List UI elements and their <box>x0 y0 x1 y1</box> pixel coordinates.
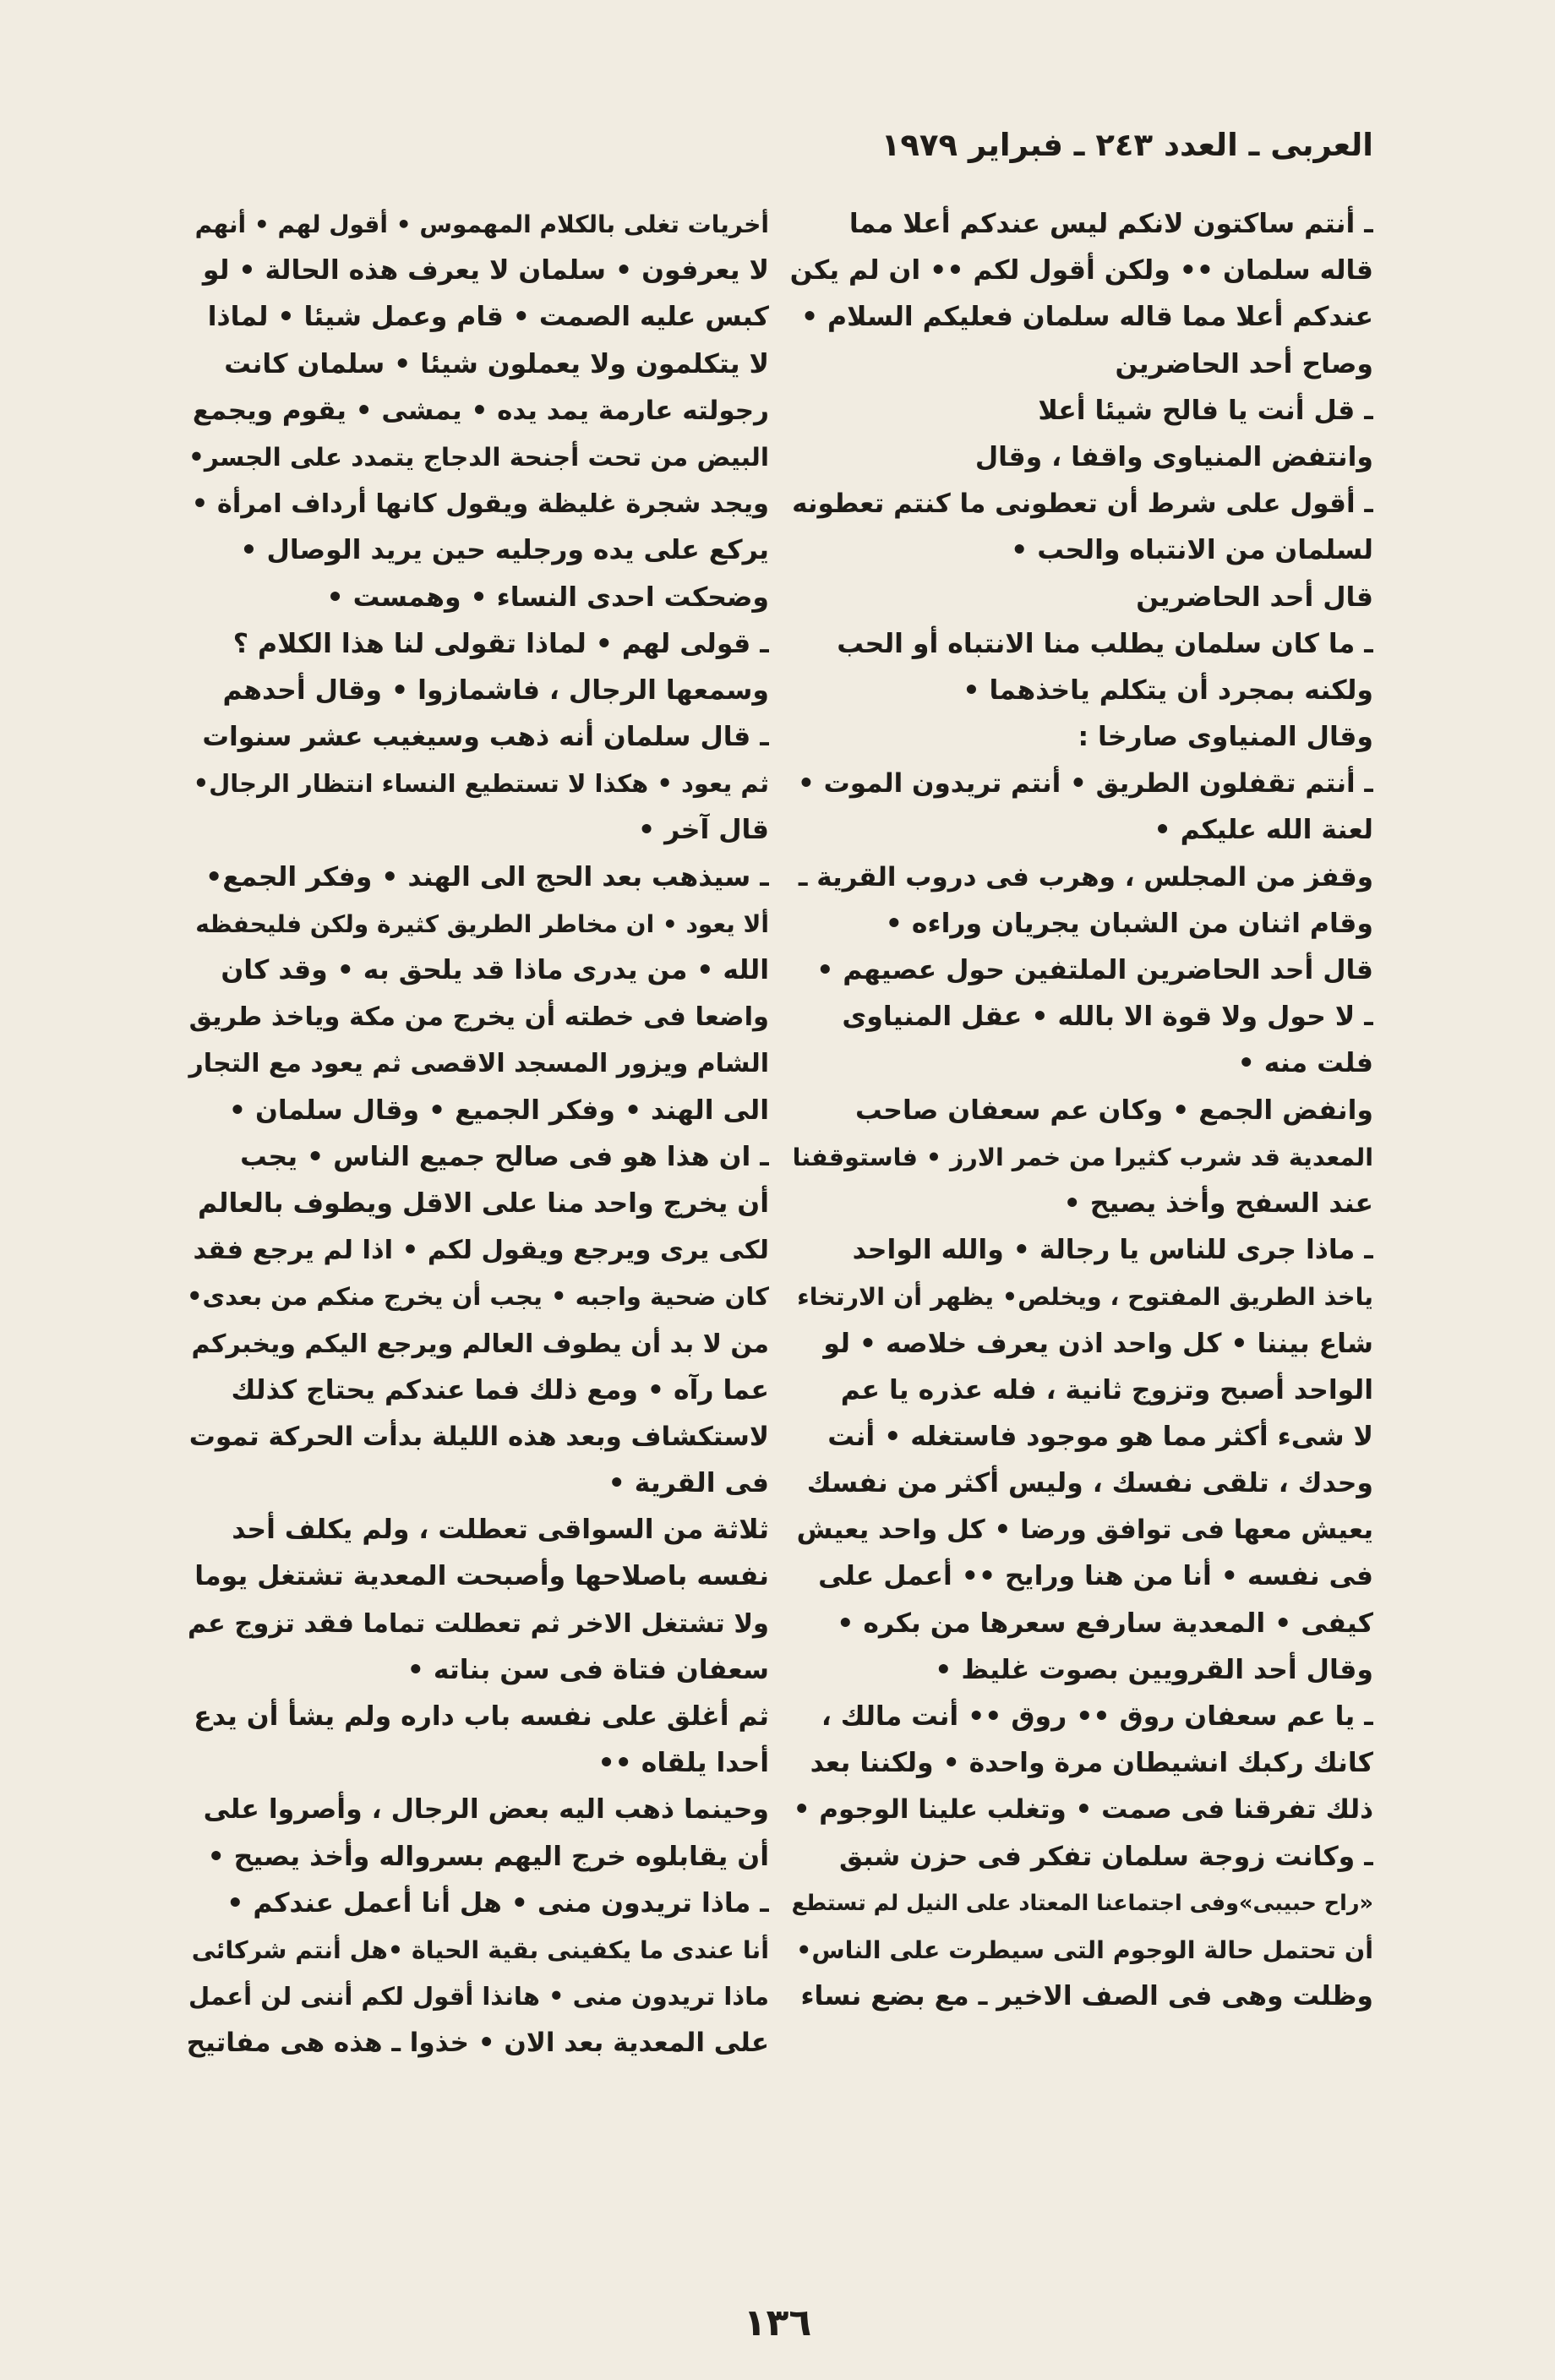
text-line: ـ قولى لهم • لماذا تقولى لنا هذا الكلام ؟ <box>232 628 769 659</box>
text-line: ماذا تريدون منى • هانذا أقول لكم أننى لن أعمل <box>188 1982 769 2012</box>
text-line: ألا يعود • ان مخاطر الطريق كثيرة ولكن فليحفظه <box>195 909 769 938</box>
text-line: قال أحد الحاضرين الملتفين حول عصيهم • <box>816 955 1373 985</box>
text-line: أن تحتمل حالة الوجوم التى سيطرت على الناس• <box>796 1935 1373 1964</box>
text-line: لعنة الله عليكم • <box>1154 815 1373 846</box>
text-line: ـ وكانت زوجة سلمان تفكر فى حزن شبق <box>839 1841 1373 1872</box>
text-line: ـ سيذهب بعد الحج الى الهند • وفكر الجمع• <box>205 861 769 892</box>
text-line: كان ضحية واجبه • يجب أن يخرج منكم من بعدى• <box>186 1282 769 1312</box>
text-line: ثلاثة من السواقى تعطلت ، ولم يكلف أحد <box>232 1515 769 1546</box>
text-line: وصاح أحد الحاضرين <box>1115 348 1373 379</box>
text-line: «راح حبيبى»وفى اجتماعنا المعتاد على النيل لم تستطع <box>791 1890 1373 1916</box>
text-line: الله • من يدرى ماذا قد يلحق به • وقد كان <box>221 955 769 985</box>
text-line: الى الهند • وفكر الجميع • وقال سلمان • <box>228 1094 769 1126</box>
text-line: يعيش معها فى توافق ورضا • كل واحد يعيش <box>796 1515 1373 1546</box>
text-line: لكى يرى ويرجع ويقول لكم • اذا لم يرجع فقد <box>193 1236 769 1266</box>
left-column <box>186 201 769 2067</box>
text-line: ـ ما كان سلمان يطلب منا الانتباه أو الحب <box>837 628 1373 659</box>
text-line: فى نفسه • أنا من هنا ورايح •• أعمل على <box>818 1561 1373 1592</box>
text-line: وانفض الجمع • وكان عم سعفان صاحب <box>854 1094 1373 1126</box>
text-line: أن يخرج واحد منا على الاقل ويطوف بالعالم <box>197 1187 769 1219</box>
text-line: يركع على يده ورجليه حين يريد الوصال • <box>240 535 769 566</box>
text-line: أخريات تغلى بالكلام المهموس • أقول لهم • أنهم <box>194 210 769 238</box>
text-line: ياخذ الطريق المفتوح ، ويخلص• يظهر أن الارتخاء <box>797 1283 1373 1312</box>
text-line: الواحد أصبح وتزوج ثانية ، فله عذره يا عم <box>840 1374 1373 1406</box>
text-line: قال آخر • <box>638 815 769 846</box>
text-line: فلت منه • <box>1237 1048 1373 1079</box>
text-line: ـ أنتم تقفلون الطريق • أنتم تريدون الموت • <box>797 768 1373 800</box>
text-line: من لا بد أن يطوف العالم ويرجع اليكم ويخبركم <box>191 1329 769 1359</box>
text-line: عند السفح وأخذ يصيح • <box>1063 1187 1373 1219</box>
text-line: الشام ويزور المسجد الاقصى ثم يعود مع التجار <box>188 1049 769 1079</box>
text-line: وقال أحد القرويين بصوت غليظ • <box>935 1654 1373 1685</box>
text-line: أن يقابلوه خرج اليهم بسرواله وأخذ يصيح • <box>207 1841 769 1872</box>
text-line: كيفى • المعدية سارفع سعرها من بكره • <box>837 1608 1373 1639</box>
text-line: ـ ماذا جرى للناس يا رجالة • والله الواحد <box>852 1235 1373 1266</box>
text-line: كانك ركبك انشيطان مرة واحدة • ولكننا بعد <box>810 1748 1373 1779</box>
text-line: قال أحد الحاضرين <box>1136 581 1373 613</box>
text-line: واضعا فى خطته أن يخرج من مكة وياخذ طريق <box>188 1002 769 1033</box>
text-line: ـ لا حول ولا قوة الا بالله • عقل المنياوى <box>842 1002 1373 1033</box>
text-line: قاله سلمان •• ولكن أقول لكم •• ان لم يكن <box>790 255 1373 287</box>
text-line: عندكم أعلا مما قاله سلمان فعليكم السلام • <box>800 302 1373 333</box>
text-line: أنا عندى ما يكفينى بقية الحياة •هل أنتم شركائى <box>191 1935 769 1964</box>
text-line: أحدا يلقاه •• <box>597 1748 769 1779</box>
text-line: ـ أنتم ساكتون لانكم ليس عندكم أعلا مما <box>848 209 1373 239</box>
text-line: ـ أقول على شرط أن تعطونى ما كنتم تعطونه <box>792 489 1373 520</box>
text-line: وانتفض المنياوى واقفا ، وقال <box>974 441 1373 472</box>
text-line: وقام اثنان من الشبان يجريان وراءه • <box>885 908 1373 939</box>
text-line: وحينما ذهب اليه بعض الرجال ، وأصروا على <box>203 1794 769 1826</box>
text-line: ثم أغلق على نفسه باب داره ولم يشأ أن يدع <box>194 1701 769 1732</box>
text-line: ولكنه بمجرد أن يتكلم ياخذهما • <box>963 674 1373 706</box>
text-line: ـ يا عم سعفان روق •• روق •• أنت مالك ، <box>821 1701 1373 1732</box>
text-line: نفسه باصلاحها وأصبحت المعدية تشتغل يوما <box>194 1561 769 1592</box>
text-line: على المعدية بعد الان • خذوا ـ هذه هى مفاتيح <box>186 2028 769 2059</box>
text-line: ويجد شجرة غليظة ويقول كانها أرداف امرأة • <box>191 489 769 520</box>
text-line: وقال المنياوى صارخا : <box>1078 722 1373 753</box>
text-line: وضحكت احدى النساء • وهمست • <box>326 581 769 613</box>
text-line: عما رآه • ومع ذلك فما عندكم يحتاج كذلك <box>231 1374 769 1406</box>
text-line: لسلمان من الانتباه والحب • <box>1011 535 1373 566</box>
text-line: فى القرية • <box>608 1468 769 1499</box>
text-line: ذلك تفرقنا فى صمت • وتغلب علينا الوجوم • <box>793 1794 1373 1826</box>
text-line: وقفز من المجلس ، وهرب فى دروب القرية ـ <box>798 861 1373 892</box>
right-column <box>790 201 1373 2020</box>
text-line: كبس عليه الصمت • قام وعمل شيئا • لماذا <box>207 302 769 333</box>
text-line: رجولته عارمة يمد يده • يمشى • يقوم ويجمع <box>192 395 769 426</box>
text-line: سعفان فتاة فى سن بناته • <box>406 1654 769 1685</box>
text-line: وحدك ، تلقى نفسك ، وليس أكثر من نفسك <box>806 1468 1373 1499</box>
running-header: العربى ـ العدد ٢٤٣ ـ فبراير ١٩٧٩ <box>881 127 1373 163</box>
text-line: البيض من تحت أجنحة الدجاج يتمدد على الجسر• <box>188 442 769 472</box>
text-line: ـ قال سلمان أنه ذهب وسيغيب عشر سنوات <box>202 722 769 753</box>
text-line: لا يتكلمون ولا يعملون شيئا • سلمان كانت <box>224 348 769 379</box>
text-line: لا يعرفون • سلمان لا يعرف هذه الحالة • لو <box>202 255 769 287</box>
text-line: ـ ماذا تريدون منى • هل أنا أعمل عندكم • <box>226 1887 769 1919</box>
text-line: ـ ان هذا هو فى صالح جميع الناس • يجب <box>240 1141 769 1172</box>
text-line: ولا تشتغل الاخر ثم تعطلت تماما فقد تزوج عم <box>188 1608 769 1639</box>
text-line: شاع بيننا • كل واحد اذن يعرف خلاصه • لو <box>823 1328 1373 1359</box>
text-line: المعدية قد شرب كثيرا من خمر الارز • فاستوقفنا <box>792 1143 1373 1171</box>
text-line: وسمعها الرجال ، فاشمازوا • وقال أحدهم <box>222 674 769 706</box>
text-line: لا شىء أكثر مما هو موجود فاستغله • أنت <box>827 1421 1373 1452</box>
text-line: لاستكشاف وبعد هذه الليلة بدأت الحركة تموت <box>188 1421 769 1452</box>
page-number: ١٣٦ <box>743 2301 812 2345</box>
text-line: ثم يعود • هكذا لا تستطيع النساء انتظار الرجال• <box>193 769 769 799</box>
text-line: ـ قل أنت يا فالح شيئا أعلا <box>1038 395 1373 426</box>
text-line: وظلت وهى فى الصف الاخير ـ مع بضع نساء <box>800 1981 1373 2012</box>
